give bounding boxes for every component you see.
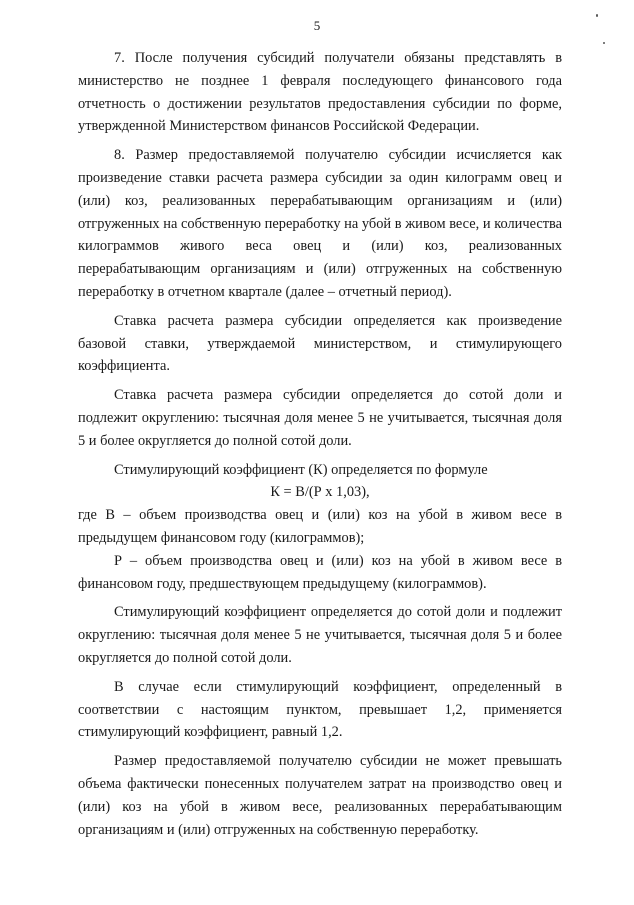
paragraph-subsidy-limit: Размер предоставляемой получателю субсидии не может превышать объема фактически понесенных получателем затрат на производство овец и (или) коз на убой в живом весе, реализованных перерабатывающим организациям и (или) отгруженных на собственную переработку. [78,753,562,838]
paragraph-rate-rounding: Ставка расчета размера субсидии определяется до сотой доли и подлежит округлению: тысячная доля менее 5 не учитывается, тысячная доля 5 и более округляется до полной сотой доли. [78,387,562,449]
paragraph-rate-definition: Ставка расчета размера субсидии определяется как произведение базовой ставки, утверждаемой министерством, и стимулирующего коэффициента. [78,312,562,375]
formula: К = В/(Р х 1,03), [270,484,370,501]
paragraph-coefficient-intro: Стимулирующий коэффициент (К) определяется по формуле [114,461,488,478]
formula-where-clause: где В – объем производства овец и (или) коз на убой в живом весе в предыдущем финансовом году (килограммов); [78,507,562,546]
scan-speck [603,42,605,44]
scan-speck [596,14,598,17]
paragraph-8: 8. Размер предоставляемой получателю субсидии исчисляется как произведение ставки расчета размера субсидии за один килограмм овец и (или) коз, реализованных перерабатывающим организациям и (или) отгруженных на собственную переработку на убой в живом весе, и количества килограммов живого веса овец и (или) коз, реализованных перерабатывающим организациям и (или) отгруженных на собственную переработку в отчетном квартале (далее – отчетный период). [78,147,562,300]
document-body [78,47,562,847]
paragraph-p-definition: Р – объем производства овец и (или) коз на убой в живом весе в финансовом году, предшествующем предыдущему (килограммов). [78,552,562,592]
page-number: 5 [313,18,321,33]
paragraph-coefficient-rounding: Стимулирующий коэффициент определяется до сотой доли и подлежит округлению: тысячная доля менее 5 не учитывается, тысячная доля 5 и более округляется до полной сотой доли. [78,604,562,666]
paragraph-7: 7. После получения субсидий получатели обязаны представлять в министерство не позднее 1 февраля последующего финансового года отчетность о достижении результатов предоставления субсидии по форме, утвержденной Министерством финансов Российской Федерации. [78,50,562,135]
paragraph-coefficient-cap: В случае если стимулирующий коэффициент, определенный в соответствии с настоящим пунктом, превышает 1,2, применяется стимулирующий коэффициент, равный 1,2. [78,678,562,741]
